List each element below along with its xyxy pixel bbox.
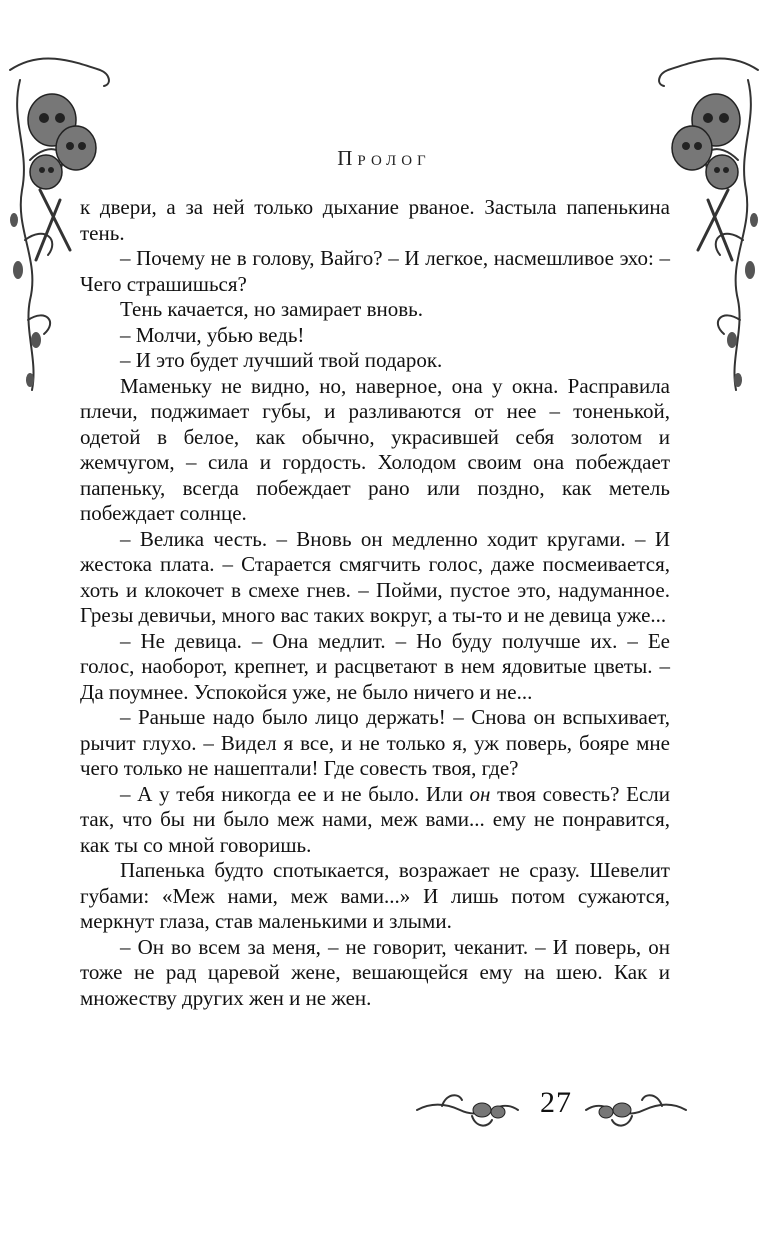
paragraph: – Он во всем за меня, – не говорит, чеканит. – И поверь, он тоже не рад царевой жене, вешающейся ему на шею. Как и множеству других жен и не жен. [80, 934, 670, 1010]
paragraph: к двери, а за ней только дыхание рваное. Застыла папенькина тень. [80, 195, 670, 245]
paragraph [80, 782, 670, 859]
running-head-title: Пролог [337, 146, 431, 170]
emphasized-word: он [469, 781, 491, 806]
paragraph: – Почему не в голову, Вайго? – И легкое, насмешливое эхо: – Чего страшишься? [80, 246, 670, 296]
paragraph: Папенька будто спотыкается, возражает не сразу. Шевелит губами: «Меж нами, меж вами...» И лишь потом сужаются, меркнут глаза, став маленькими и злыми. [80, 858, 670, 933]
paragraph-text: – А у тебя никогда ее и не было. Или [120, 781, 470, 806]
paragraph: – Велика честь. – Вновь он медленно ходит кругами. – И жестока плата. – Старается смягчить голос, даже посмеивается, хоть и клокочет в смехе гнев. – Пойми, пустое это, надуманное. Грезы девичьи, много вас таких вокруг, а ты-то и не девица уже... [80, 526, 670, 627]
paragraph: – Раньше надо было лицо держать! – Снова он вспыхивает, рычит глухо. – Видел я все, и не только я, уж поверь, бояре мне чего только не нашептали! Где совесть твоя, где? [80, 705, 670, 780]
paragraph: Маменьку не видно, но, наверное, она у окна. Расправила плечи, поджимает губы, и разливаются от нее – тоненькой, одетой в белое, как обычно, украсившей себя золотом и жемчугом, – сила и гордость. Холодом своим она побеждает папеньку, всегда побеждает рано или поздно, как метель побеждает солнце. [80, 373, 670, 525]
paragraph: – Молчи, убью ведь! [120, 322, 305, 347]
paragraph: – И это будет лучший твой подарок. [120, 348, 443, 372]
paragraph: – Не девица. – Она медлит. – Но буду получше их. – Ее голос, наоборот, крепнет, и расцветают в нем ядовитые цветы. – Да поумнее. Успокойся уже, не было ничего и не... [80, 628, 670, 704]
paragraph-text: твоя совесть? Если так, что бы ни было меж нами, меж вами... ему не понравится, как ты со мной говоришь. [80, 781, 671, 857]
page-number: 27 [540, 1086, 572, 1119]
body-text [80, 195, 670, 1011]
paragraph: Тень качается, но замирает вновь. [120, 297, 423, 321]
